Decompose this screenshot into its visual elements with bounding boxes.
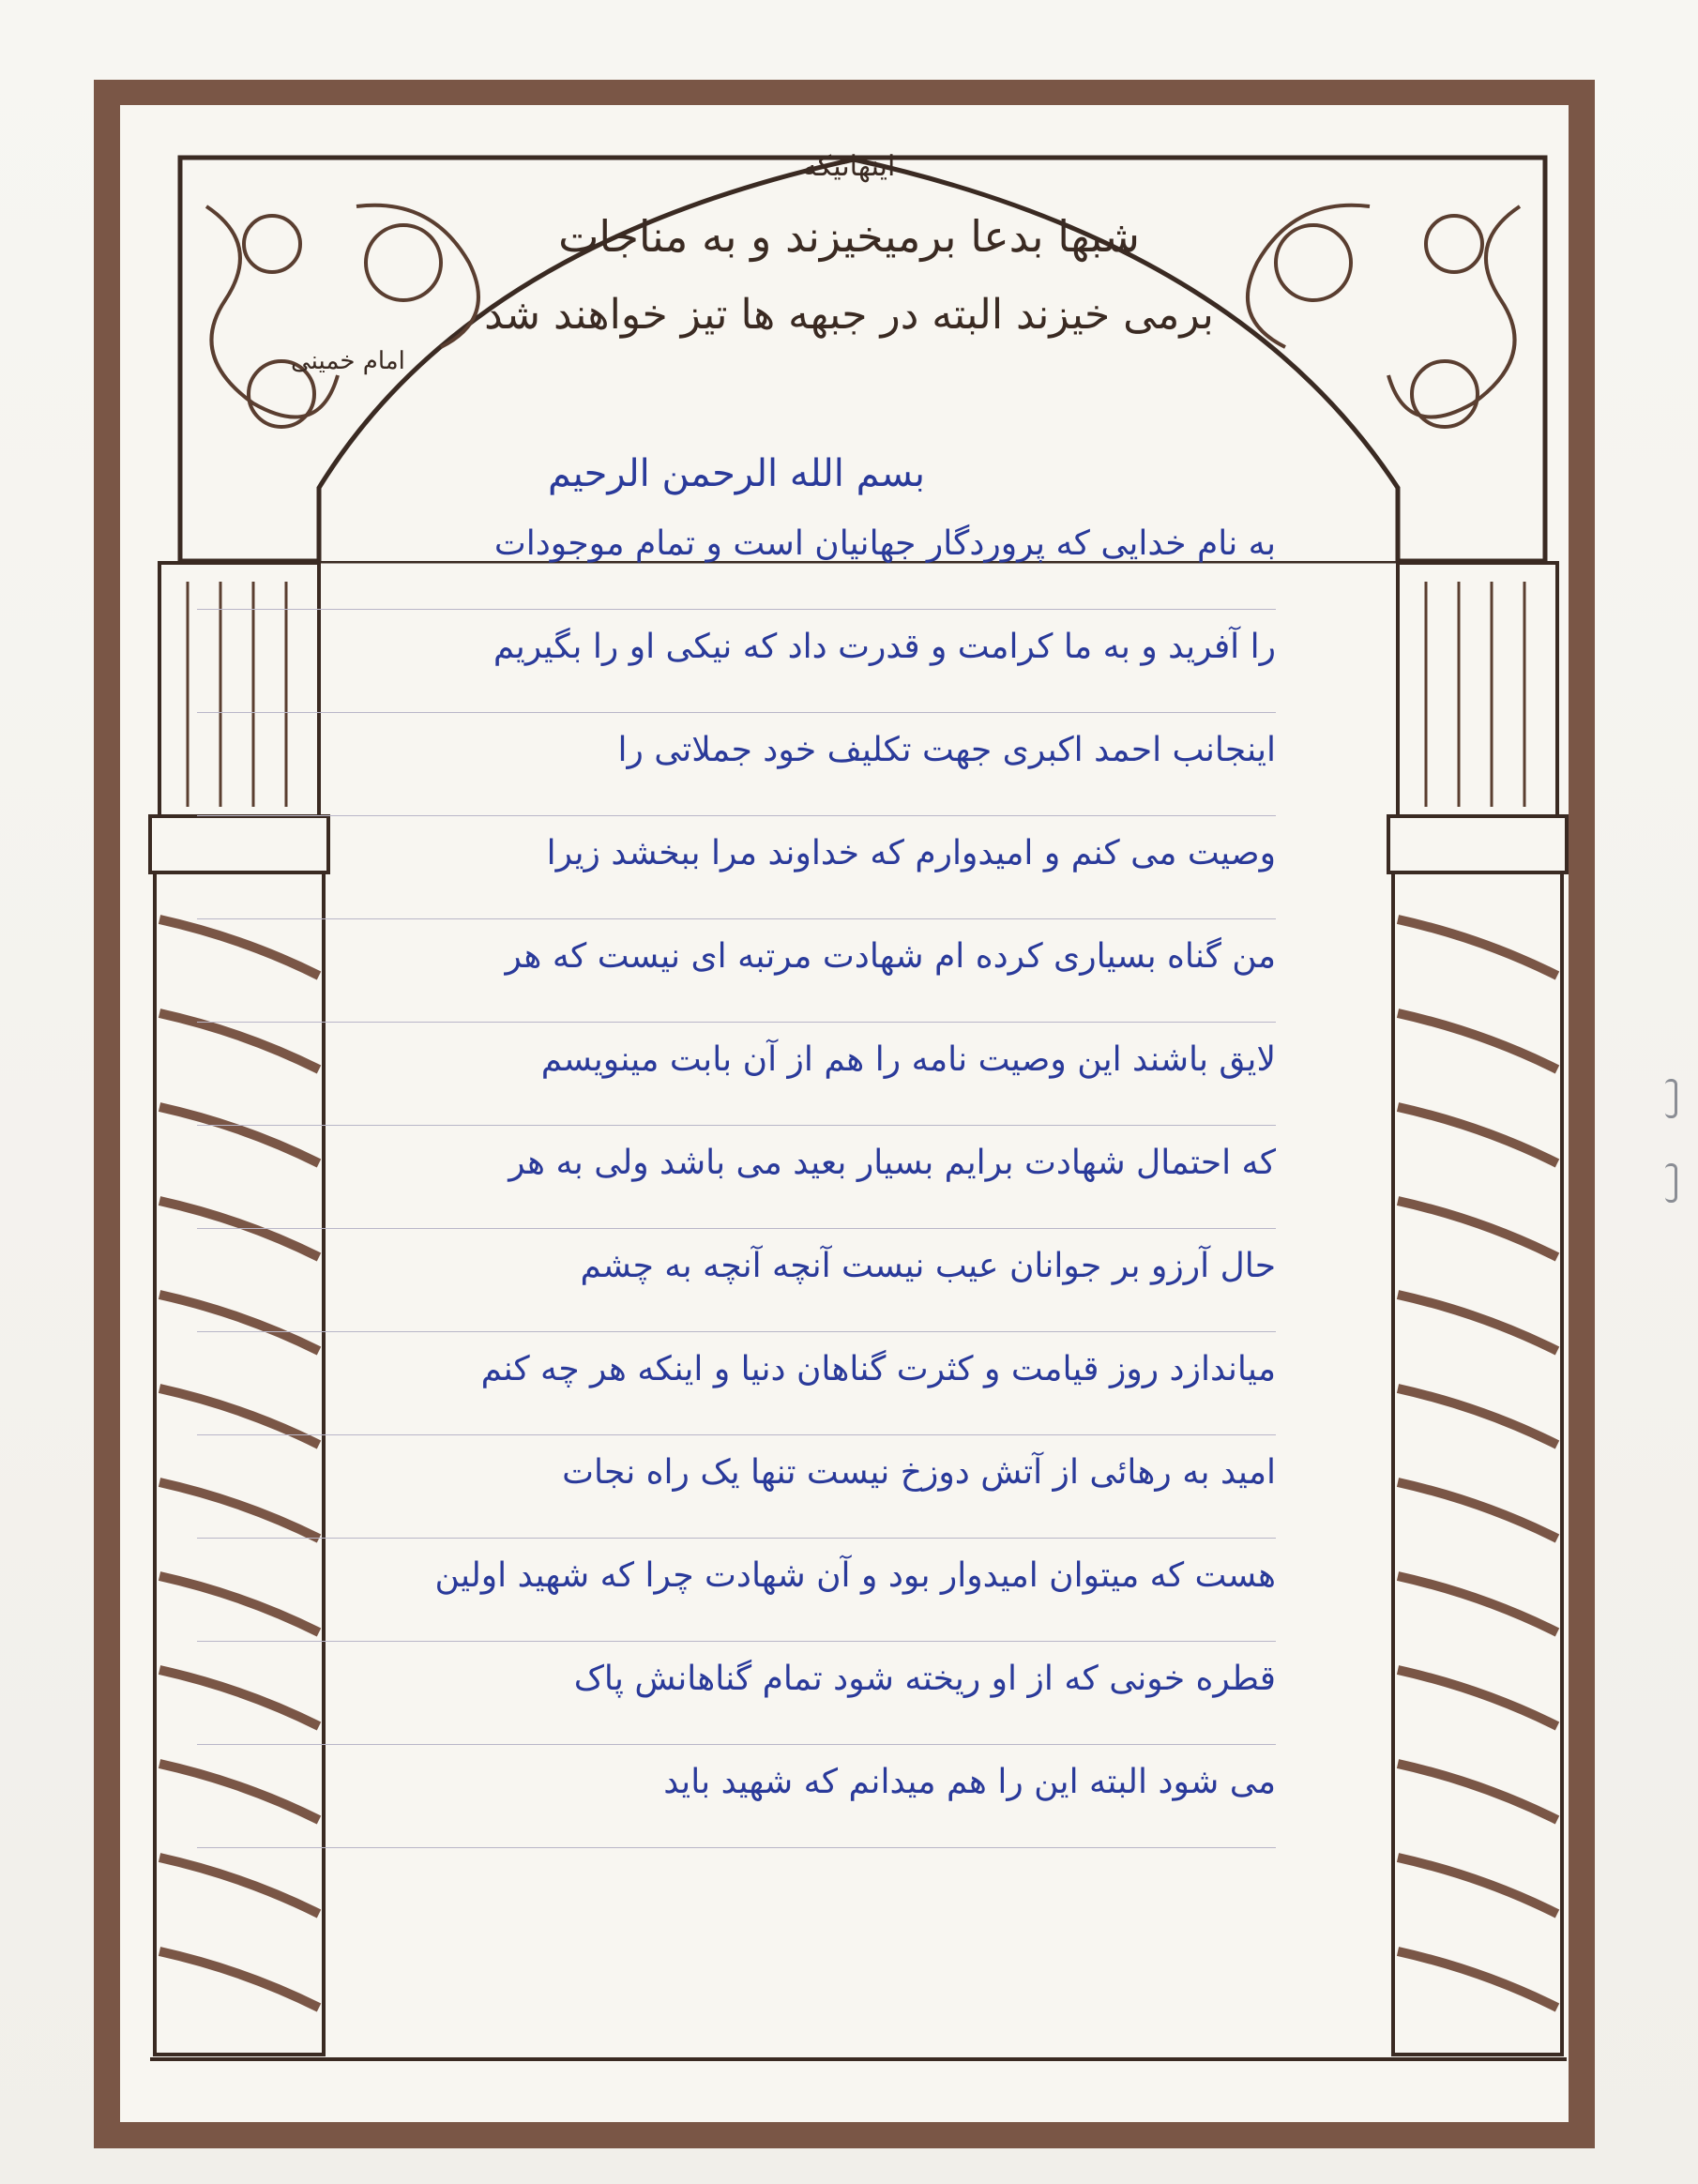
basmala: بسم الله الرحمن الرحیم xyxy=(547,452,926,495)
letter-line: میاندازد روز قیامت و کثرت گناهان دنیا و اینکه هر چه کنم xyxy=(197,1332,1276,1435)
header-quote-line-2: شبها بدعا برمیخیزند و به مناجات xyxy=(558,211,1140,262)
staple-icon xyxy=(1665,1163,1677,1203)
letter-line: هست که میتوان امیدوار بود و آن شهادت چرا که شهید اولین xyxy=(197,1539,1276,1642)
letter-line: به نام خدایی که پروردگار جهانیان است و تمام موجودات xyxy=(197,507,1276,610)
letter-line: اینجانب احمد اکبری جهت تکلیف خود جملاتی را xyxy=(197,713,1276,816)
letter-line: من گناه بسیاری کرده ام شهادت مرتبه ای نیست که هر xyxy=(197,919,1276,1023)
header-quote-line-1: اینهائیکه xyxy=(802,150,896,183)
header-signature: امام خمینی xyxy=(291,347,405,375)
letter-line: وصیت می کنم و امیدوارم که خداوند مرا ببخشد زیرا xyxy=(197,816,1276,919)
letter-line: امید به رهائی از آتش دوزخ نیست تنها یک راه نجات xyxy=(197,1435,1276,1539)
staple-icon xyxy=(1665,1079,1677,1118)
letter-line: که احتمال شهادت برایم بسیار بعید می باشد ولی به هر xyxy=(197,1126,1276,1229)
letter-line: قطره خونی که از او ریخته شود تمام گناهانش پاک xyxy=(197,1642,1276,1745)
letter-line: حال آرزو بر جوانان عیب نیست آنچه آنچه به چشم xyxy=(197,1229,1276,1332)
handwritten-letter xyxy=(197,441,1276,1848)
header-quote-line-3: برمی خیزند البته در جبهه ها تیز خواهند شد xyxy=(484,291,1214,339)
letter-line: می شود البته این را هم میدانم که شهید باید xyxy=(197,1745,1276,1848)
letter-line: را آفرید و به ما کرامت و قدرت داد که نیکی او را بگیریم xyxy=(197,610,1276,713)
letter-line: لایق باشند این وصیت نامه را هم از آن بابت مینویسم xyxy=(197,1023,1276,1126)
